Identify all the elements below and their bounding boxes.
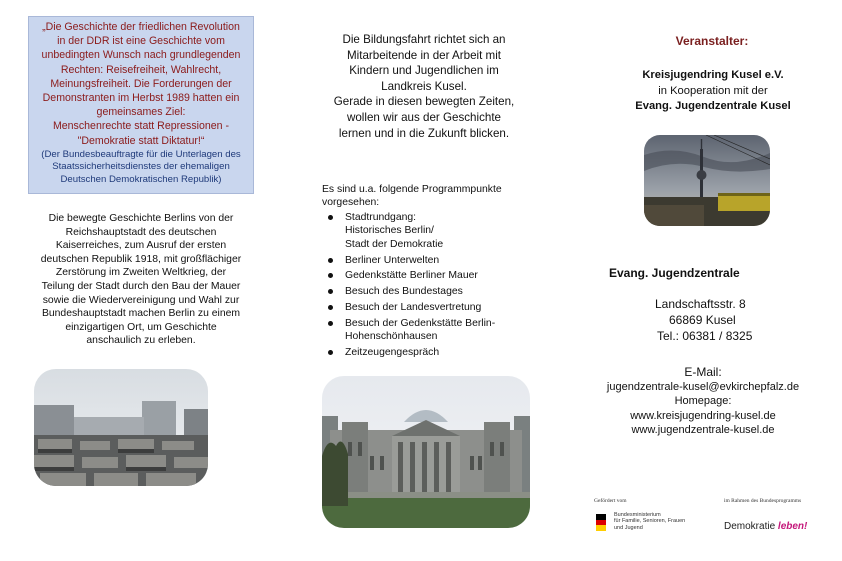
list-item: Besuch der Gedenkstätte Berlin- Hohenschönhausen xyxy=(324,317,544,344)
program-title: Es sind u.a. folgende Programmpunkte vorgesehen: xyxy=(322,184,502,209)
program-list xyxy=(324,211,544,362)
address-block xyxy=(655,296,775,344)
address-street: Landschaftsstr. 8 xyxy=(655,297,746,311)
history-text: Die bewegte Geschichte Berlins von der Reichshauptstadt des deutschen Kaiserreiches, zum Ausruf der ersten deutschen Republik 1918, mit großflächiger Zerstörung im Zweiten Weltkrieg, der Teilung der Stadt durch den Bau der Mauer sowie die Wiedervereinigung und Wahl zur Bundeshauptstadt machen Berlin zu einem einzigartigen Ort, um Geschichte anschaulich zu erleben. xyxy=(40,213,242,347)
quote-text: „Die Geschichte der friedlichen Revolution in der DDR ist eine Geschichte vom unbedingten Wunsch nach grundlegenden Rechten: Reisefreiheit, Wahlrecht, Meinungsfreiheit. Die Forderungen der Demonstranten im Herbst 1989 hatten ein gemeinsames Ziel: Menschenrechte statt Repressionen - "Demokratie statt Diktatur!“ xyxy=(41,21,241,147)
demokratie-leben-logo: Demokratie leben! xyxy=(724,521,808,532)
website-link-jz[interactable]: www.jugendzentrale-kusel.de xyxy=(631,424,775,437)
panel-left xyxy=(0,0,276,561)
funded-by-label: Gefördert vom xyxy=(594,498,627,504)
email-label: E-Mail: xyxy=(684,365,722,379)
program-label: im Rahmen des Bundesprogramms xyxy=(724,498,802,504)
organizer-name: Kreisjugendring Kusel e.V. xyxy=(642,69,784,81)
tv-tower-photo xyxy=(644,135,770,226)
address-phone: Tel.: 06381 / 8325 xyxy=(657,329,753,343)
homepage-label: Homepage: xyxy=(674,395,732,408)
quote-source: (Der Bundesbeauftragte für die Unterlagen des Staatssicherheitsdienstes der ehemaligen Deutschen Demokratischen Republik) xyxy=(41,148,241,186)
list-item: Zeitzeugengespräch xyxy=(324,346,544,359)
list-item: Besuch des Bundestages xyxy=(324,285,544,298)
website-link-kjr[interactable]: www.kreisjugendring-kusel.de xyxy=(630,409,776,422)
organizer-heading: Veranstalter: xyxy=(675,34,749,48)
address-city: 66869 Kusel xyxy=(669,313,736,327)
organizer-block xyxy=(608,68,818,115)
address-title: Evang. Jugendzentrale xyxy=(609,266,740,280)
list-item: Stadtrundgang: Historisches Berlin/ Stadt der Demokratie xyxy=(324,211,544,251)
organizer-cooperation: in Kooperation mit der xyxy=(658,84,768,97)
list-item: Besuch der Landesvertretung xyxy=(324,301,544,314)
holocaust-memorial-photo xyxy=(34,369,208,486)
sponsor-logos xyxy=(588,496,838,546)
list-item: Berliner Unterwelten xyxy=(324,254,544,267)
contact-block xyxy=(598,365,808,438)
list-item: Gedenkstätte Berliner Mauer xyxy=(324,269,544,282)
organizer-partner: Evang. Jugendzentrale Kusel xyxy=(635,100,791,113)
email-link[interactable]: jugendzentrale-kusel@evkirchepfalz.de xyxy=(606,380,800,393)
intro-text: Die Bildungsfahrt richtet sich an Mitarbeitende in der Arbeit mit Kindern und Jugendlichen im Landkreis Kusel. Gerade in diesen bewegten Zeiten, wollen wir aus der Geschichte lernen und in die Zukunft blicken. xyxy=(333,33,515,140)
reichstag-photo xyxy=(322,376,530,528)
federal-eagle-icon xyxy=(596,514,606,531)
quote-box xyxy=(28,16,254,194)
ministry-logo: Bundesministerium für Familie, Senioren, Frauen und Jugend xyxy=(594,510,704,540)
